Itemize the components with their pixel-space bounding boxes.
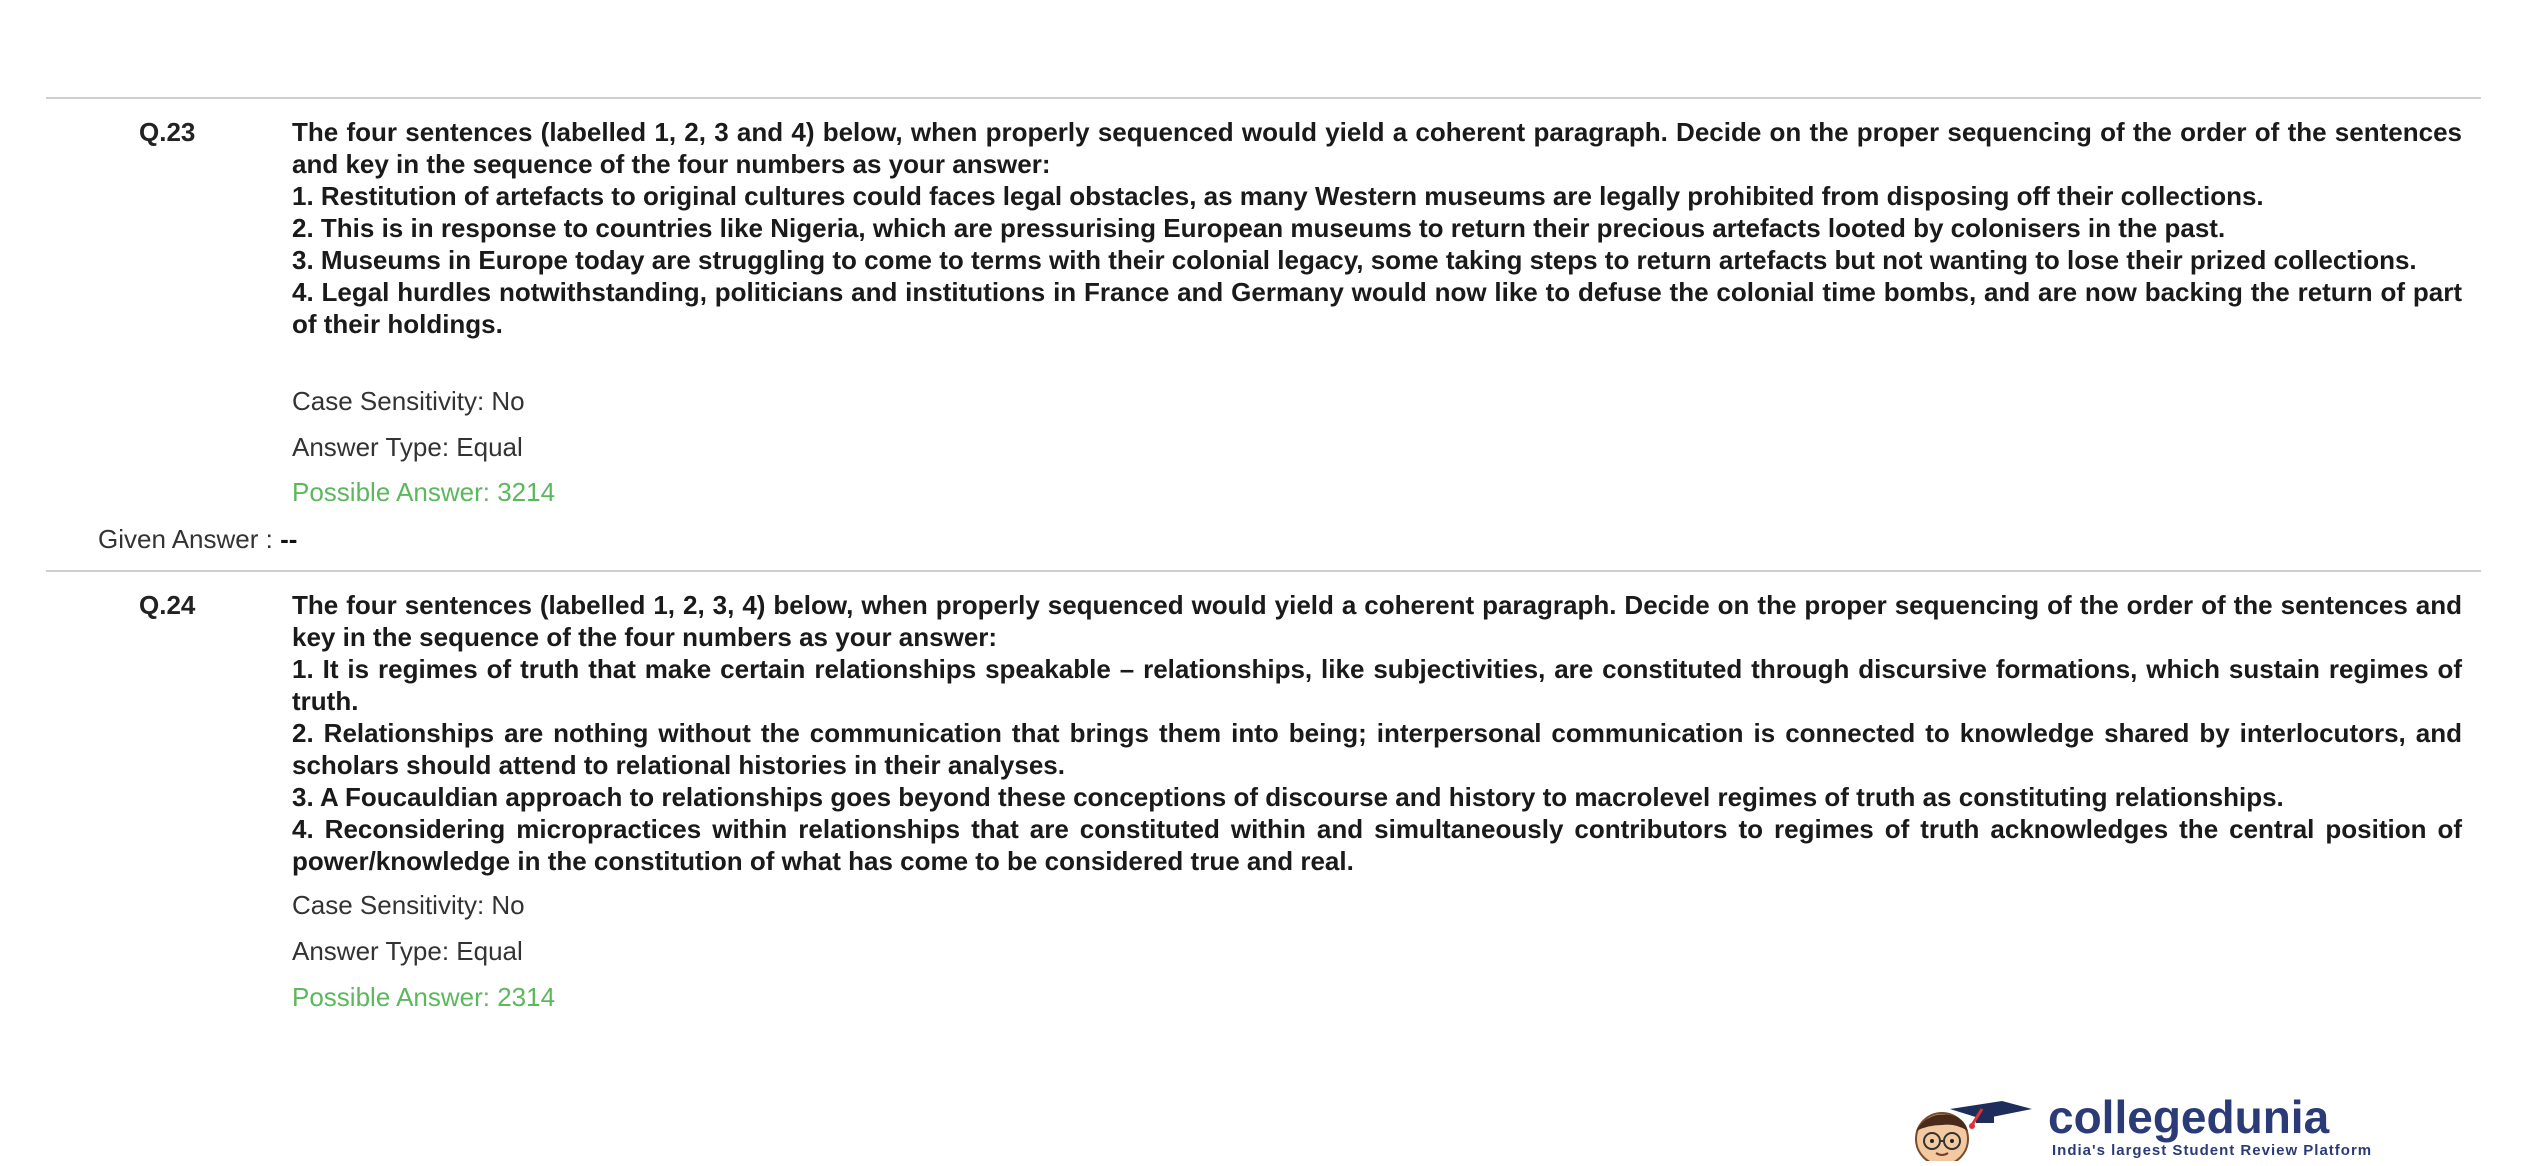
sentence-1: 1. Restitution of artefacts to original cultures could faces legal obstacles, as many Western museums are legally prohibited from disposing off their collections. — [292, 181, 2264, 211]
given-answer-value: -- — [280, 524, 298, 554]
sentence-3: 3. A Foucauldian approach to relationships goes beyond these conceptions of discourse and history to macrolevel regimes of truth as constituting relationships. — [292, 782, 2284, 812]
question-number: Q.24 — [139, 590, 196, 620]
question-intro: The four sentences (labelled 1, 2, 3 and 4) below, when properly sequenced would yield a coherent paragraph. Decide on the proper sequencing of the order of the sentences and key in the sequence of the four numbers as your answer: — [292, 117, 2462, 179]
question-text — [292, 589, 2462, 877]
case-sensitivity: Case Sensitivity: No — [292, 890, 525, 920]
sentence-3: 3. Museums in Europe today are struggling to come to terms with their colonial legacy, some taking steps to return artefacts but not wanting to lose their prized collections. — [292, 245, 2417, 275]
sentence-2: 2. Relationships are nothing without the communication that brings them into being; interpersonal communication is connected to knowledge shared by interlocutors, and scholars should attend to relational histories in their analyses. — [292, 718, 2462, 780]
answer-type: Answer Type: Equal — [292, 936, 523, 966]
given-answer-label: Given Answer : — [98, 524, 273, 554]
given-answer — [98, 524, 297, 555]
collegedunia-logo — [1880, 1095, 2520, 1161]
question-number: Q.23 — [139, 117, 196, 147]
question-intro: The four sentences (labelled 1, 2, 3, 4) below, when properly sequenced would yield a coherent paragraph. Decide on the proper sequencing of the order of the sentences and key in the sequence of the four numbers as your answer: — [292, 590, 2462, 652]
case-sensitivity: Case Sensitivity: No — [292, 386, 525, 416]
sentence-4: 4. Legal hurdles notwithstanding, politicians and institutions in France and Germany would now like to defuse the colonial time bombs, and are now backing the return of part of their holdings. — [292, 277, 2462, 339]
answer-type: Answer Type: Equal — [292, 432, 523, 462]
top-divider — [46, 97, 2481, 99]
mascot-icon — [1916, 1101, 2032, 1161]
possible-answer: Possible Answer: 2314 — [292, 982, 556, 1012]
logo-brand: collegedunia — [2048, 1095, 2330, 1143]
sentence-4: 4. Reconsidering micropractices within relationships that are constituted within and simultaneously contributors to regimes of truth acknowledges the central position of power/knowledge in the constitution of what has come to be considered true and real. — [292, 814, 2462, 876]
sentence-2: 2. This is in response to countries like Nigeria, which are pressurising European museums to return their precious artefacts looted by colonisers in the past. — [292, 213, 2226, 243]
possible-answer: Possible Answer: 3214 — [292, 477, 556, 507]
sentence-1: 1. It is regimes of truth that make certain relationships speakable – relationships, like subjectivities, are constituted through discursive formations, which sustain regimes of truth. — [292, 654, 2462, 716]
question-divider — [46, 570, 2481, 572]
question-text — [292, 116, 2462, 340]
logo-tagline: India's largest Student Review Platform — [2052, 1142, 2373, 1159]
